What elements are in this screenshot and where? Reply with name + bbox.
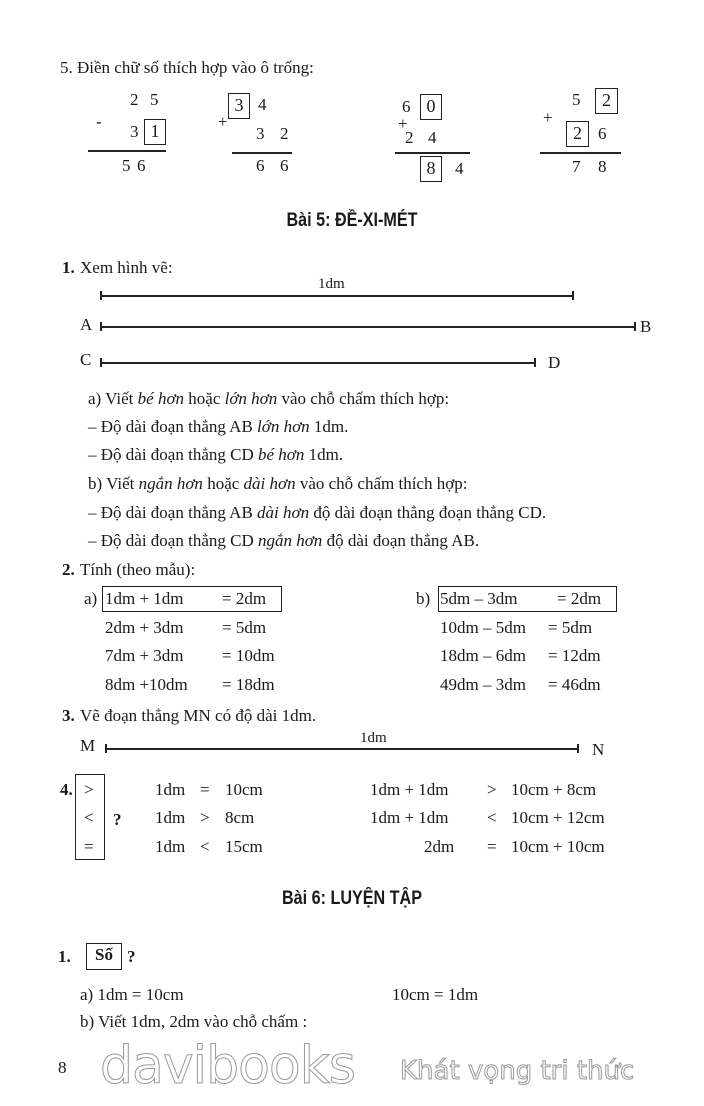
text: ngắn hơn xyxy=(257,531,323,550)
point-d-label: D xyxy=(548,353,561,372)
q3-text: Vẽ đoạn thẳng MN có độ dài 1dm. xyxy=(80,706,317,725)
point-n-label: N xyxy=(592,740,605,759)
b6-q1-number: 1. xyxy=(58,947,71,966)
q1a-instruction xyxy=(88,389,449,409)
text: 1dm. xyxy=(304,445,344,464)
text: b) Viết xyxy=(88,474,139,493)
q1-text: Xem hình vẽ: xyxy=(80,258,173,277)
q1-number: 1. xyxy=(62,258,75,277)
text: 7dm + 3dm xyxy=(105,646,184,665)
text: 2dm xyxy=(424,837,455,856)
digit: 6 xyxy=(280,156,289,175)
text: dài hơn xyxy=(243,474,296,493)
text: a) Viết xyxy=(88,389,138,408)
q2a-label: a) xyxy=(84,589,98,608)
point-b-label: B xyxy=(640,317,652,336)
q1a-line-1 xyxy=(88,417,348,437)
text: < xyxy=(487,808,497,827)
sum-line xyxy=(540,152,621,154)
text: = 46dm xyxy=(548,675,601,694)
text: 1dm xyxy=(155,780,186,799)
question-mark: ? xyxy=(113,810,122,829)
text: 1dm xyxy=(155,837,186,856)
exercise-5-title: 5. Điền chữ số thích hợp vào ô trống: xyxy=(60,58,314,77)
operator: + xyxy=(543,108,553,127)
text: 5dm – 3dm xyxy=(440,589,518,608)
answer-box[interactable]: 0 xyxy=(420,94,442,120)
text: – Độ dài đoạn thẳng CD xyxy=(88,445,258,464)
q1b-line-1 xyxy=(88,503,546,523)
so-box: Số xyxy=(86,943,122,970)
point-c-label: C xyxy=(80,350,92,369)
answer-box[interactable]: 1 xyxy=(144,119,166,145)
text: = xyxy=(200,780,210,799)
text: = 12dm xyxy=(548,646,601,665)
answer-box[interactable]: 3 xyxy=(228,93,250,119)
page-number: 8 xyxy=(58,1058,67,1077)
sign-equal: = xyxy=(84,837,94,856)
text: – Độ dài đoạn thẳng CD xyxy=(88,531,258,550)
q2-number: 2. xyxy=(62,560,75,579)
digit: 4 xyxy=(428,128,437,147)
text: = 2dm xyxy=(557,589,602,608)
answer-box[interactable]: 8 xyxy=(420,156,442,182)
sign-greater: > xyxy=(84,780,94,799)
digit: 5 xyxy=(122,156,131,175)
sum-line xyxy=(395,152,470,154)
sum-line xyxy=(88,150,166,152)
operator: + xyxy=(398,114,408,133)
digit: 5 xyxy=(572,90,581,109)
text: 18dm – 6dm xyxy=(440,646,526,665)
text: 10dm – 5dm xyxy=(440,618,526,637)
text: 8cm xyxy=(225,808,255,827)
text: 1dm. xyxy=(309,417,349,436)
digit: 7 xyxy=(572,157,581,176)
answer-box[interactable]: 2 xyxy=(566,121,589,147)
digit: 2 xyxy=(405,128,414,147)
digit: 6 xyxy=(402,97,411,116)
ruler-label: 1dm xyxy=(318,276,345,292)
text: lớn hơn xyxy=(257,417,310,436)
text: 10cm + 10cm xyxy=(511,837,605,856)
watermark-brand: davibooks xyxy=(100,1036,355,1096)
segment-label: 1dm xyxy=(360,730,387,746)
point-a-label: A xyxy=(80,315,93,334)
text: = xyxy=(487,837,497,856)
q4-number: 4. xyxy=(60,780,73,799)
digit: 2 xyxy=(130,90,139,109)
operator: - xyxy=(96,112,102,131)
text: > xyxy=(487,780,497,799)
text: 8dm +10dm xyxy=(105,675,188,694)
text: 2dm + 3dm xyxy=(105,618,184,637)
text: bé hơn xyxy=(137,389,185,408)
text: > xyxy=(200,808,210,827)
digit: 6 xyxy=(137,156,146,175)
b6-q1a-left: a) 1dm = 10cm xyxy=(80,985,184,1004)
text: 1dm + 1dm xyxy=(370,808,449,827)
text: 1dm xyxy=(155,808,186,827)
text: 1dm + 1dm xyxy=(105,589,184,608)
b6-q1a-right: 10cm = 1dm xyxy=(392,985,479,1004)
text: – Độ dài đoạn thẳng AB xyxy=(88,417,258,436)
text: 49dm – 3dm xyxy=(440,675,526,694)
q2-text: Tính (theo mẫu): xyxy=(80,560,196,579)
text: = 5dm xyxy=(222,618,267,637)
text: vào chỗ chấm thích hợp: xyxy=(295,474,468,493)
digit: 3 xyxy=(130,122,139,141)
q1b-instruction xyxy=(88,474,467,494)
text: = 10dm xyxy=(222,646,275,665)
operator: + xyxy=(218,112,228,131)
q1b-line-2 xyxy=(88,531,479,551)
lesson-6-heading: Bài 6: LUYỆN TẬP xyxy=(281,888,422,909)
text: vào chỗ chấm thích hợp: xyxy=(277,389,450,408)
text: = 18dm xyxy=(222,675,275,694)
question-mark: ? xyxy=(127,947,136,966)
b6-q1b: b) Viết 1dm, 2dm vào chỗ chấm : xyxy=(80,1012,308,1031)
text: hoặc xyxy=(202,474,244,493)
q2b-label: b) xyxy=(416,589,431,608)
text: = 2dm xyxy=(222,589,267,608)
text: 10cm + 12cm xyxy=(511,808,605,827)
digit: 5 xyxy=(150,90,159,109)
text: ngắn hơn xyxy=(138,474,203,493)
digit: 6 xyxy=(598,124,607,143)
digit: 4 xyxy=(455,159,464,178)
text: 1dm + 1dm xyxy=(370,780,449,799)
text: độ dài đoạn thẳng AB. xyxy=(322,531,480,550)
text: 10cm xyxy=(225,780,263,799)
digit: 3 xyxy=(256,124,265,143)
digit: 6 xyxy=(256,156,265,175)
text: độ dài đoạn thẳng đoạn thẳng CD. xyxy=(309,503,547,522)
sign-less: < xyxy=(84,808,94,827)
point-m-label: M xyxy=(80,736,96,755)
text: 15cm xyxy=(225,837,263,856)
text: hoặc xyxy=(184,389,225,408)
answer-box[interactable]: 2 xyxy=(595,88,618,114)
watermark-slogan: Khát vọng tri thức xyxy=(400,1056,635,1086)
q3-number: 3. xyxy=(62,706,75,725)
text: lớn hơn xyxy=(224,389,278,408)
text: dài hơn xyxy=(257,503,310,522)
text: bé hơn xyxy=(257,445,305,464)
digit: 8 xyxy=(598,157,607,176)
digit: 4 xyxy=(258,95,267,114)
q1a-line-2 xyxy=(88,445,343,465)
text: < xyxy=(200,837,210,856)
lesson-5-heading: Bài 5: ĐỀ-XI-MÉT xyxy=(286,210,418,231)
digit: 2 xyxy=(280,124,289,143)
text: – Độ dài đoạn thẳng AB xyxy=(88,503,258,522)
sum-line xyxy=(232,152,292,154)
text: = 5dm xyxy=(548,618,593,637)
text: 10cm + 8cm xyxy=(511,780,597,799)
